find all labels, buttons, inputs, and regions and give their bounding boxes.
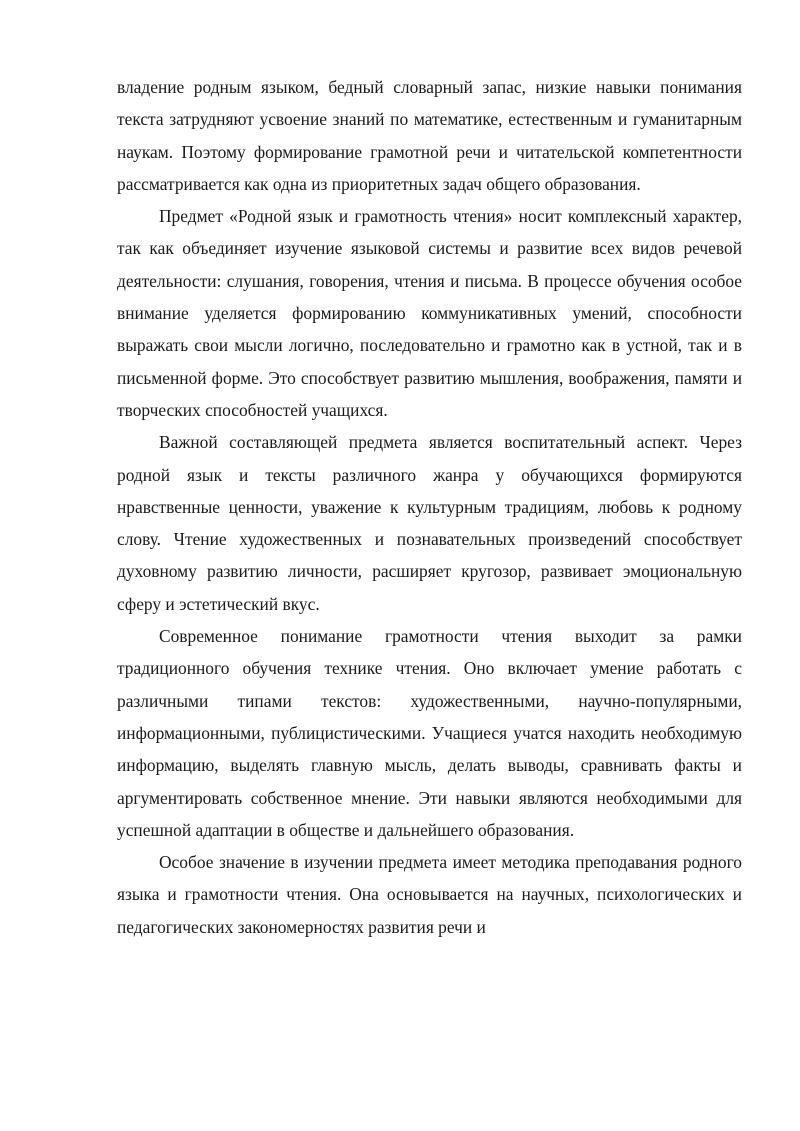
document-body <box>117 71 742 943</box>
paragraph-educational-aspect: Важной составляющей предмета является воспитательный аспект. Через родной язык и тексты различного жанра у обучающихся формируются нравственные ценности, уважение к культурным традициям, любовь к родному слову. Чтение художественных и познавательных произведений способствует духовному развитию личности, расширяет кругозор, развивает эмоциональную сферу и эстетический вкус. <box>117 432 742 614</box>
paragraph-methodology: Особое значение в изучении предмета имеет методика преподавания родного языка и грамотности чтения. Она основывается на научных, психологических и педагогических закономерностях развития речи и <box>117 852 742 937</box>
paragraph-reading-literacy: Современное понимание грамотности чтения выходит за рамки традиционного обучения технике чтения. Оно включает умение работать с различными типами текстов: художественными, научно-популярными, информационными, публицистическими. Учащиеся учатся находить необходимую информацию, выделять главную мысль, делать выводы, сравнивать факты и аргументировать собственное мнение. Эти навыки являются необходимыми для успешной адаптации в обществе и дальнейшего образования. <box>117 626 742 840</box>
paragraph-subject-character: Предмет «Родной язык и грамотность чтения» носит комплексный характер, так как объединяет изучение языковой системы и развитие всех видов речевой деятельности: слушания, говорения, чтения и письма. В процессе обучения особое внимание уделяется формированию коммуникативных умений, способности выражать свои мысли логично, последовательно и грамотно как в устной, так и в письменной форме. Это способствует развитию мышления, воображения, памяти и творческих способностей учащихся. <box>117 206 742 420</box>
paragraph-continuation: владение родным языком, бедный словарный запас, низкие навыки понимания текста затрудняют усвоение знаний по математике, естественным и гуманитарным наукам. Поэтому формирование грамотной речи и читательской компетентности рассматривается как одна из приоритетных задач общего образования. <box>117 77 742 194</box>
